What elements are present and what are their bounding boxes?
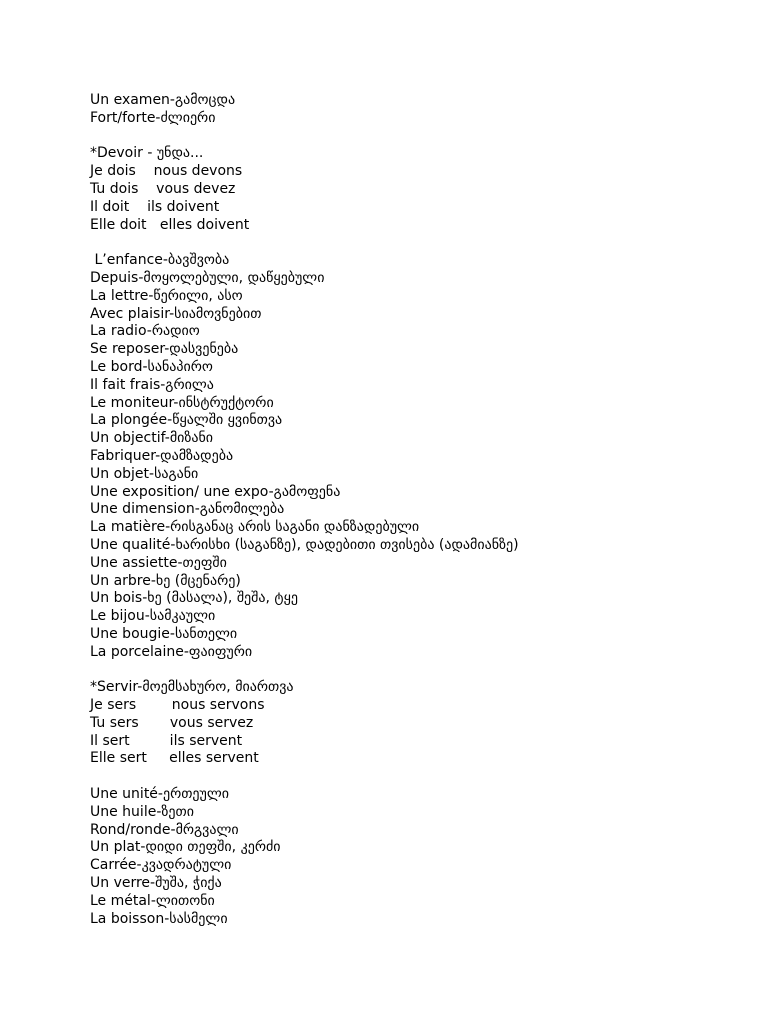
vocab-line: Un arbre-ხე (მცენარე) xyxy=(90,572,241,589)
vocab-line: *Devoir - უნდა... xyxy=(90,145,204,162)
vocab-line: La boisson-სასმელი xyxy=(90,910,228,927)
vocab-line: Un plat-დიდი თეფში, კერძი xyxy=(90,839,281,856)
vocab-line: Se reposer-დასვენება xyxy=(90,341,239,358)
vocab-line: Un objet-საგანი xyxy=(90,465,199,482)
vocab-line: Tu dois vous devez xyxy=(90,180,236,197)
vocab-line: Elle doit elles doivent xyxy=(90,216,250,233)
vocab-line: Un examen-გამოცდა xyxy=(90,92,236,108)
vocab-line: La plongée-წყალში ყვინთვა xyxy=(90,412,283,429)
vocab-line: Un verre-შუშა, ჭიქა xyxy=(90,875,222,892)
vocab-line: La lettre-წერილი, ასო xyxy=(90,287,243,304)
vocab-line: La matière-რისგანაც არის საგანი დანზადებული xyxy=(90,519,420,536)
document-page xyxy=(90,92,750,928)
vocab-line: Le bijou-სამკაული xyxy=(90,608,216,625)
vocab-line: La radio-რადიო xyxy=(90,323,200,340)
vocab-line: Une qualité-ხარისხი (საგანზე), დადებითი თვისება (ადამიანზე) xyxy=(90,536,519,553)
blank-line xyxy=(90,768,750,786)
vocab-line: Une huile-ზეთი xyxy=(90,803,194,820)
vocab-line: Une dimension-განომილება xyxy=(90,501,285,518)
blank-line xyxy=(90,662,750,680)
vocab-line: Une bougie-სანთელი xyxy=(90,625,238,642)
vocab-line: Le moniteur-ინსტრუქტორი xyxy=(90,394,274,411)
vocab-line: Avec plaisir-სიამოვნებით xyxy=(90,305,262,322)
vocab-line: Depuis-მოყოლებული, დაწყებული xyxy=(90,269,325,286)
vocab-line: Je dois nous devons xyxy=(90,163,243,180)
vocab-line: Une exposition/ une expo-გამოფენა xyxy=(90,483,341,500)
vocab-line: Rond/ronde-მრგვალი xyxy=(90,821,239,838)
vocab-line: Il sert ils servent xyxy=(90,732,243,749)
vocab-line: Un bois-ხე (მასალა), შეშა, ტყე xyxy=(90,590,298,607)
vocab-line: Une unité-ერთეული xyxy=(90,786,230,803)
vocab-line: Carrée-კვადრატული xyxy=(90,857,232,874)
blank-line xyxy=(90,128,750,146)
vocab-line: *Servir-მოემსახურო, მიართვა xyxy=(90,679,294,696)
vocab-line: Il fait frais-გრილა xyxy=(90,376,214,393)
vocab-line: Le bord-სანაპირო xyxy=(90,358,213,375)
vocab-line: Elle sert elles servent xyxy=(90,750,259,767)
vocab-line: Il doit ils doivent xyxy=(90,198,220,215)
vocab-line: Je sers nous servons xyxy=(90,697,265,714)
vocab-line: La porcelaine-ფაიფური xyxy=(90,643,253,660)
vocab-line: Tu sers vous servez xyxy=(90,714,254,731)
vocab-line: Un objectif-მიზანი xyxy=(90,430,214,447)
vocab-line: Fort/forte-ძლიერი xyxy=(90,109,216,126)
vocab-line: L’enfance-ბავშვობა xyxy=(90,252,230,269)
vocab-line: Le métal-ლითონი xyxy=(90,892,215,909)
vocab-line: Une assiette-თეფში xyxy=(90,554,227,571)
vocab-line: Fabriquer-დამზადება xyxy=(90,447,234,464)
blank-line xyxy=(90,234,750,252)
